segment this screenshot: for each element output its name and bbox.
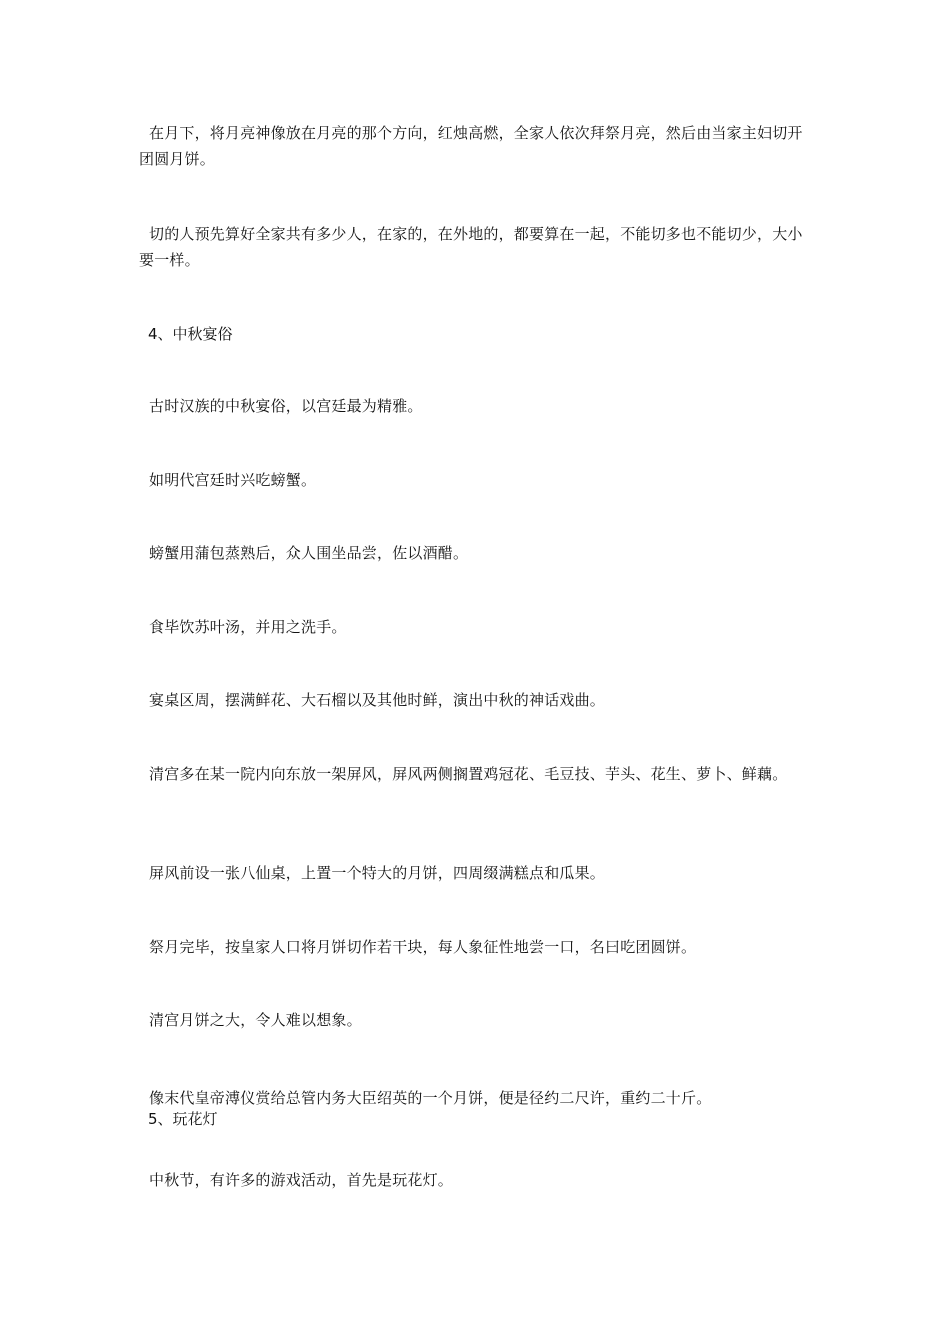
paragraph-qing-screen: 清宫多在某一院内向东放一架屏风，屏风两侧搁置鸡冠花、毛豆技、芋头、花生、萝卜、鲜藕。: [149, 765, 788, 783]
paragraph-crab-steamed: 螃蟹用蒲包蒸熟后，众人围坐品尝，佐以酒醋。: [149, 544, 469, 562]
paragraph-banquet-table: 宴桌区周，摆满鲜花、大石榴以及其他时鲜，演出中秋的神话戏曲。: [149, 691, 606, 709]
paragraph-ancient-banquet: 古时汉族的中秋宴俗，以宫廷最为精雅。: [149, 397, 423, 415]
paragraph-eight-immortals-table: 屏风前设一张八仙桌，上置一个特大的月饼，四周缀满糕点和瓜果。: [149, 864, 606, 882]
section-heading-4: 4、中秋宴俗: [148, 325, 233, 343]
paragraph-reunion-cake: 祭月完毕，按皇家人口将月饼切作若干块，每人象征性地尝一口，名曰吃团圆饼。: [149, 938, 697, 956]
paragraph-qing-mooncake-size: 清宫月饼之大，令人难以想象。: [149, 1011, 362, 1029]
paragraph-moon-worship: 在月下，将月亮神像放在月亮的那个方向，红烛高燃，全家人依次拜祭月亮，然后由当家主妇切开团圆月饼。: [139, 124, 803, 168]
paragraph-ming-crab: 如明代宫廷时兴吃螃蟹。: [149, 471, 317, 489]
paragraph-cutting-mooncake: 切的人预先算好全家共有多少人，在家的，在外地的，都要算在一起，不能切多也不能切少，大小要一样。: [139, 225, 803, 269]
paragraph-lantern-games: 中秋节，有许多的游戏活动，首先是玩花灯。: [149, 1171, 454, 1189]
section-heading-5: 5、玩花灯: [148, 1110, 218, 1128]
paragraph-puyi-mooncake: 像末代皇帝溥仪赏给总管内务大臣绍英的一个月饼，便是径约二尺许，重约二十斤。: [149, 1089, 712, 1107]
paragraph-perilla-soup: 食毕饮苏叶汤，并用之洗手。: [149, 618, 347, 636]
